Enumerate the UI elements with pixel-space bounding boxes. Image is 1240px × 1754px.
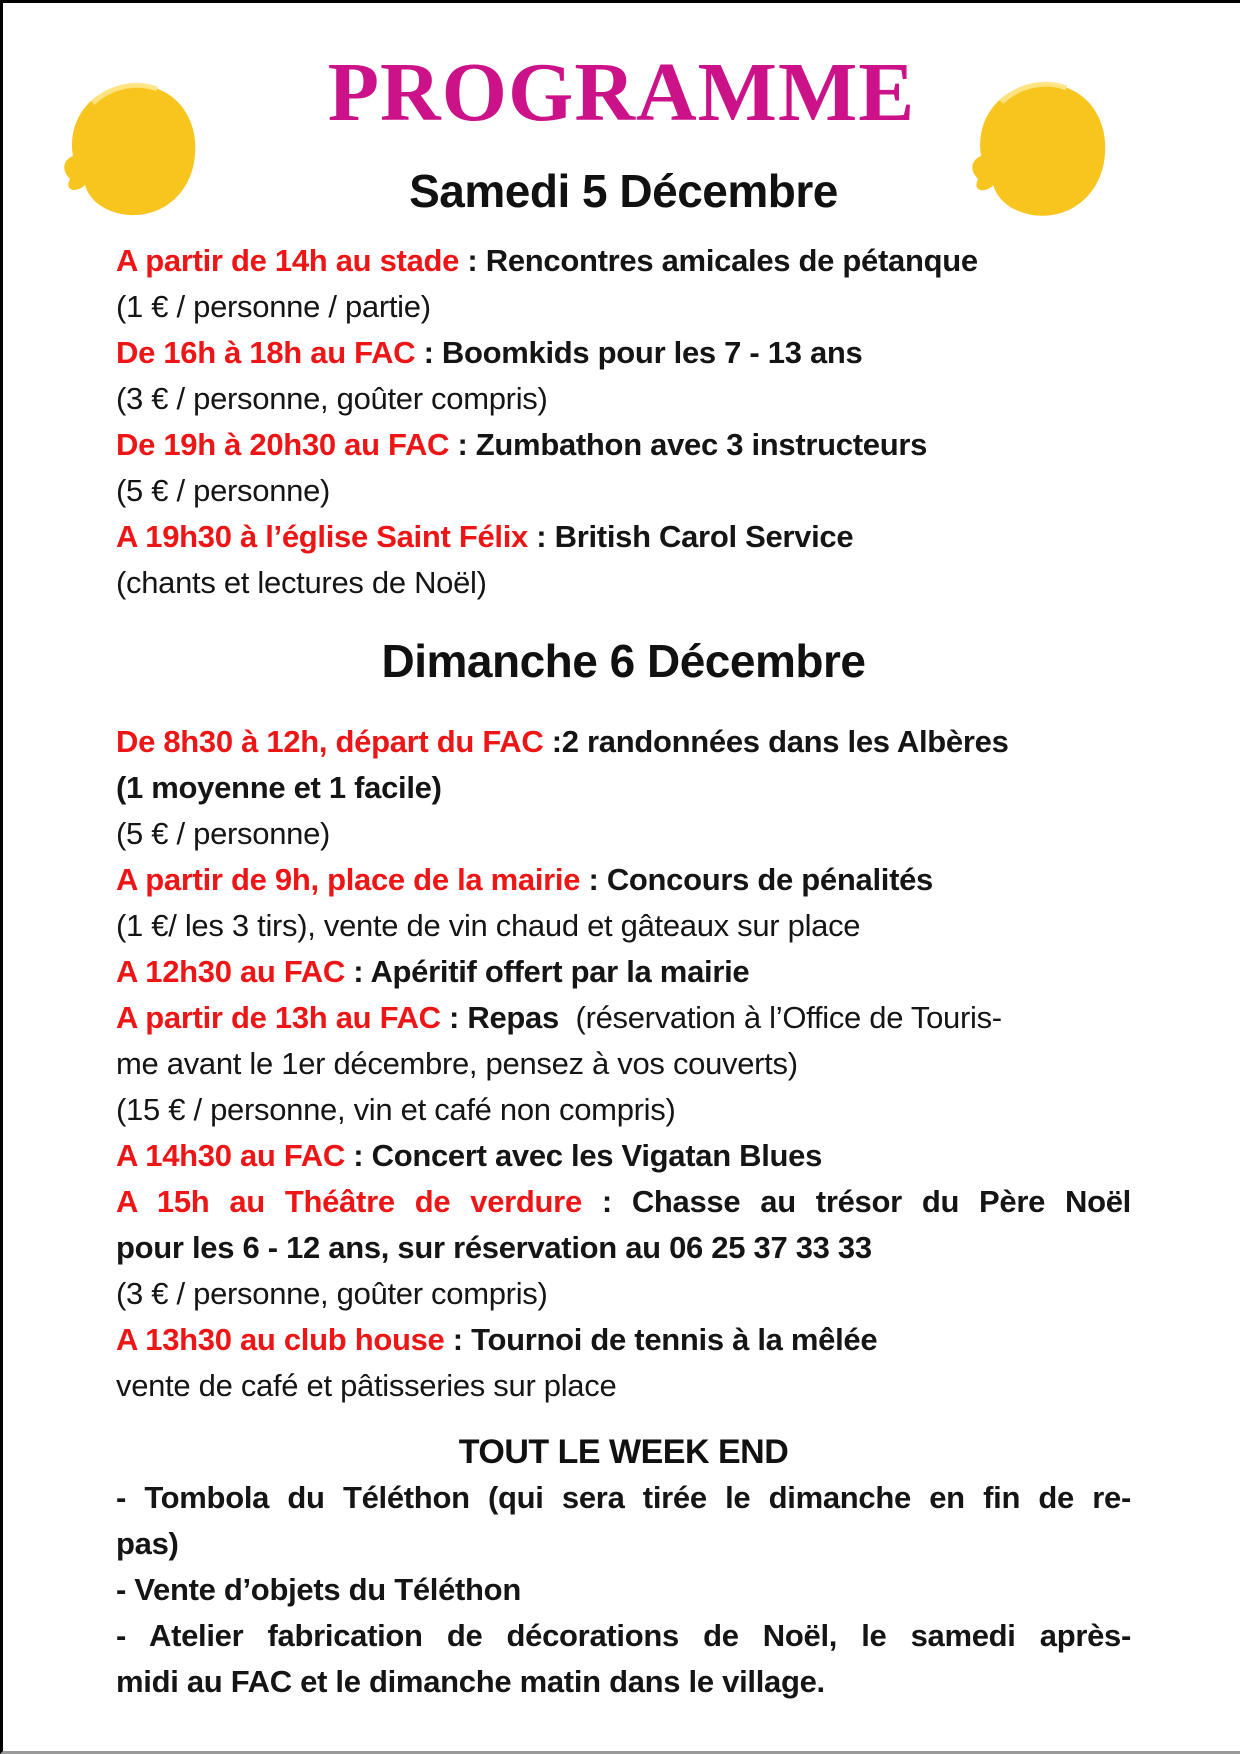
event-time-place: A 19h30 à l’église Saint Félix <box>116 519 528 554</box>
event-description: : Boomkids pour les 7 - 13 ans <box>415 335 863 370</box>
event-time-place: De 16h à 18h au FAC <box>116 335 416 370</box>
event-description: : Chasse au trésor du Père Noël <box>581 1184 1131 1219</box>
program-line <box>116 719 1131 765</box>
program-line <box>116 1179 1131 1225</box>
event-description: : Concours de pénalités <box>580 862 933 897</box>
program-line <box>116 1317 1131 1363</box>
program-line <box>116 857 1131 903</box>
section-heading: Dimanche 6 Décembre <box>381 635 866 687</box>
event-description: :2 randonnées dans les Albères <box>543 724 1009 759</box>
event-description: pas) <box>116 1526 179 1561</box>
program-line <box>116 1225 1131 1271</box>
program-line <box>116 1271 1131 1317</box>
section-lines <box>116 1475 1131 1705</box>
program-line <box>116 1133 1131 1179</box>
event-note: (réservation à l’Office de Touris- <box>558 1000 1002 1035</box>
program-line <box>116 514 1131 560</box>
event-description: : British Carol Service <box>527 519 854 554</box>
event-time-place: A 13h30 au club house <box>116 1322 445 1357</box>
event-note: (1 €/ les 3 tirs), vente de vin chaud et gâteaux sur place <box>116 908 861 943</box>
program-line <box>116 811 1131 857</box>
event-note: (5 € / personne) <box>116 816 331 851</box>
program-line <box>116 995 1131 1041</box>
event-note: (15 € / personne, vin et café non compris) <box>116 1092 676 1127</box>
event-time-place: De 8h30 à 12h, départ du FAC <box>116 724 544 759</box>
event-description: : Repas <box>440 1000 559 1035</box>
program-line <box>116 376 1131 422</box>
event-description: : Zumbathon avec 3 instructeurs <box>449 427 928 462</box>
event-note: vente de café et pâtisseries sur place <box>116 1368 617 1403</box>
program-line <box>116 1567 1131 1613</box>
section-lines <box>116 238 1131 606</box>
event-time-place: A partir de 13h au FAC <box>116 1000 441 1035</box>
program-line <box>116 903 1131 949</box>
program-line <box>116 560 1131 606</box>
section-heading: TOUT LE WEEK END <box>458 1433 789 1471</box>
program-line <box>116 1087 1131 1133</box>
program-line <box>116 422 1131 468</box>
event-note: (3 € / personne, goûter compris) <box>116 381 548 416</box>
event-note: (1 € / personne / partie) <box>116 289 431 324</box>
event-description: pour les 6 - 12 ans, sur réservation au 06 25 37 33 33 <box>116 1230 872 1265</box>
event-description: : Apéritif offert par la mairie <box>344 954 750 989</box>
program-line <box>116 949 1131 995</box>
program-line <box>116 1041 1131 1087</box>
program-line <box>116 238 1131 284</box>
program-content <box>116 3 1131 1705</box>
event-description: : Tournoi de tennis à la mêlée <box>444 1322 878 1357</box>
event-time-place: A 15h au Théâtre de verdure <box>116 1184 582 1219</box>
event-description: : Concert avec les Vigatan Blues <box>344 1138 823 1173</box>
event-description: : Rencontres amicales de pétanque <box>459 243 978 278</box>
program-line <box>116 468 1131 514</box>
event-description: - Vente d’objets du Téléthon <box>116 1572 521 1607</box>
event-description: (1 moyenne et 1 facile) <box>116 770 442 805</box>
program-line <box>116 1475 1131 1521</box>
event-time-place: A 12h30 au FAC <box>116 954 345 989</box>
event-note: me avant le 1er décembre, pensez à vos couverts) <box>116 1046 798 1081</box>
program-line <box>116 1613 1131 1659</box>
event-note: (5 € / personne) <box>116 473 331 508</box>
event-time-place: A partir de 14h au stade <box>116 243 460 278</box>
event-description: - Atelier fabrication de décorations de Noël, le samedi après- <box>116 1618 1131 1653</box>
program-line <box>116 1363 1131 1409</box>
event-description: midi au FAC et le dimanche matin dans le village. <box>116 1664 825 1699</box>
event-time-place: De 19h à 20h30 au FAC <box>116 427 450 462</box>
program-line <box>116 1521 1131 1567</box>
section-lines <box>116 719 1131 1409</box>
page-title: PROGRAMME <box>327 46 916 139</box>
sections <box>116 161 1131 1705</box>
program-line <box>116 284 1131 330</box>
event-time-place: A partir de 9h, place de la mairie <box>116 862 581 897</box>
program-line <box>116 1659 1131 1705</box>
program-line <box>116 330 1131 376</box>
event-note: (3 € / personne, goûter compris) <box>116 1276 548 1311</box>
section-heading: Samedi 5 Décembre <box>409 165 838 217</box>
program-line <box>116 765 1131 811</box>
event-note: (chants et lectures de Noël) <box>116 565 487 600</box>
event-description: - Tombola du Téléthon (qui sera tirée le dimanche en fin de re- <box>116 1480 1131 1515</box>
event-time-place: A 14h30 au FAC <box>116 1138 345 1173</box>
